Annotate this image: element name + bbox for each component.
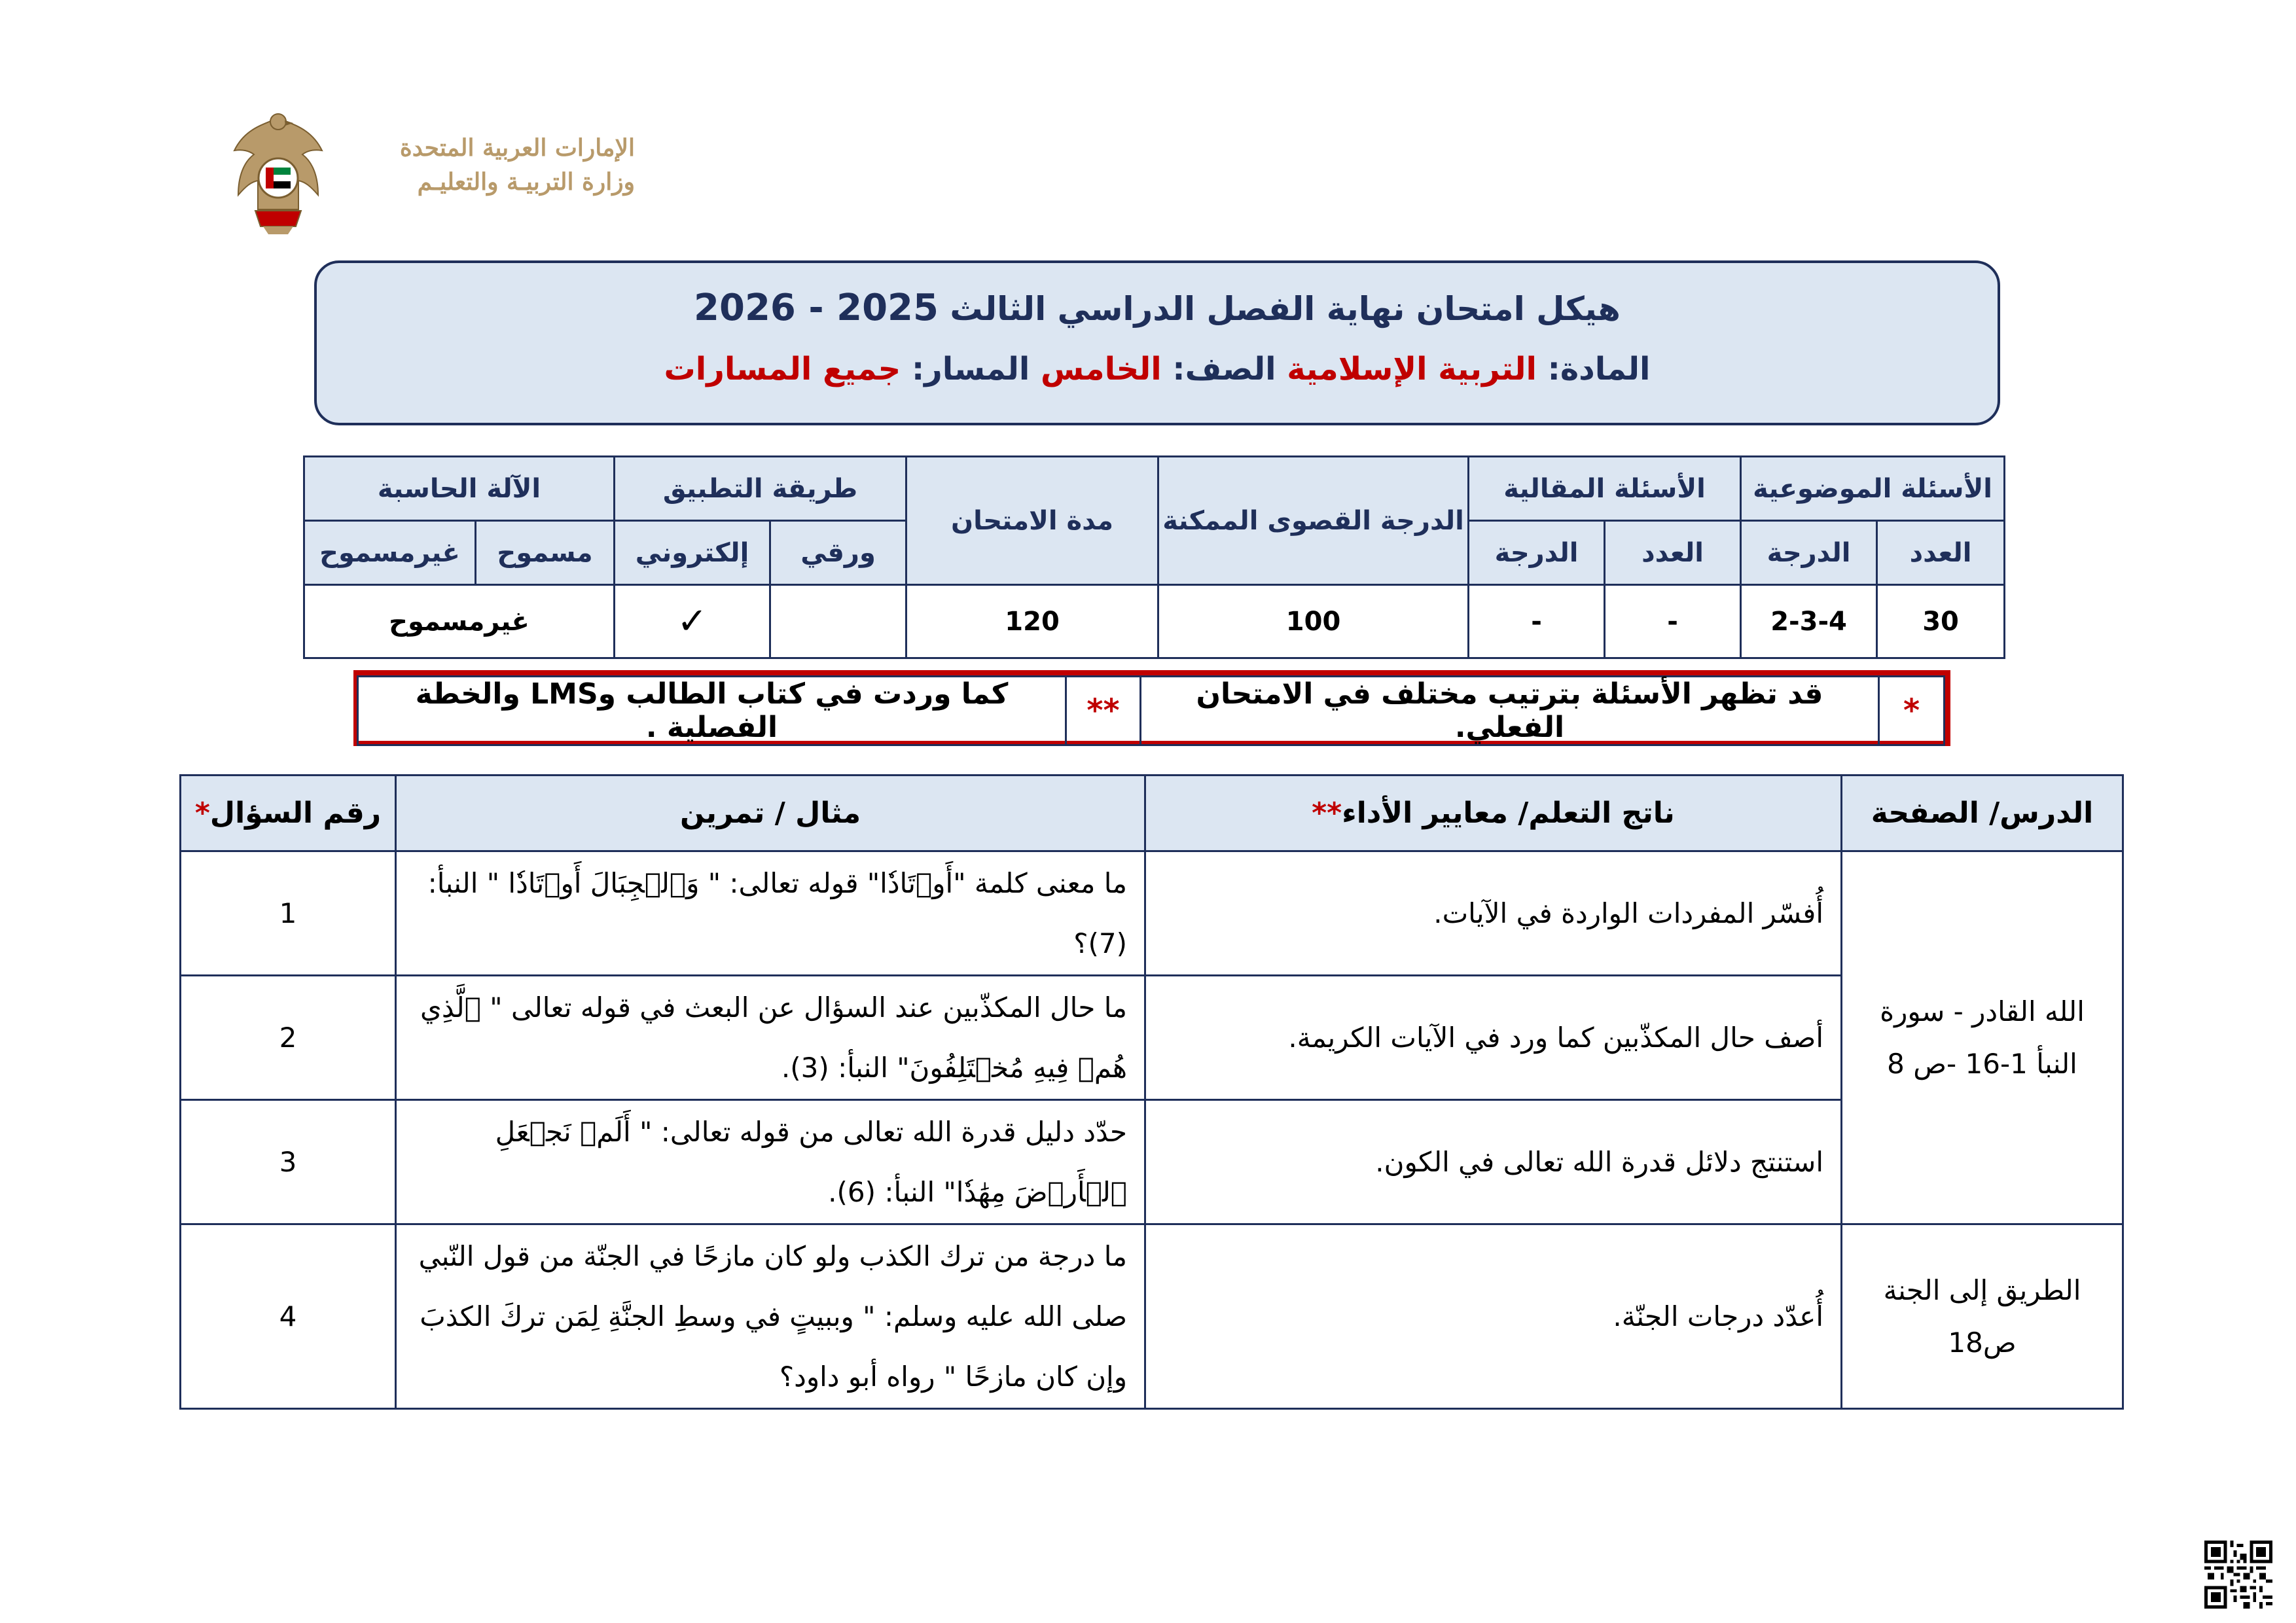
question-number-header-star: * <box>194 796 210 830</box>
essay-count-value: - <box>1605 585 1741 658</box>
uae-emblem-icon <box>229 105 327 236</box>
example-cell: ما حال المكذّبين عند السؤال عن البعث في قوله تعالى " ٱلَّذِي هُمۡ فِيهِ مُخۡتَلِفُونَ" النبأ: (3). <box>396 976 1145 1100</box>
example-cell: حدّد دليل قدرة الله تعالى من قوله تعالى: " أَلَمۡ نَجۡعَلِ ٱلۡأَرۡضَ مِهَٰدٗا" النبأ: (6). <box>396 1100 1145 1224</box>
grade-label: الصف: <box>1172 351 1276 387</box>
paper-value <box>770 585 906 658</box>
electronic-checkmark-icon: ✓ <box>615 585 770 658</box>
notes-bar <box>353 670 1950 746</box>
method-header: طريقة التطبيق <box>615 457 906 521</box>
calculator-not-allowed-header: غيرمسموح <box>304 521 476 585</box>
calculator-value: غيرمسموح <box>304 585 615 658</box>
outcome-cell: استنتج دلائل قدرة الله تعالى في الكون. <box>1145 1100 1842 1224</box>
duration-header: مدة الامتحان <box>906 457 1158 585</box>
question-number-cell: 4 <box>181 1224 396 1409</box>
objective-score-value: 2-3-4 <box>1741 585 1877 658</box>
track-label: المسار: <box>911 351 1030 387</box>
lesson-cell <box>1842 1224 2123 1409</box>
country-name: الإمارات العربية المتحدة <box>399 134 635 162</box>
grade-value: الخامس <box>1041 351 1162 387</box>
note-star-1: * <box>1879 677 1945 745</box>
note-order: قد تظهر الأسئلة بترتيب مختلف في الامتحان الفعلي. <box>1141 677 1879 745</box>
essay-count-header: العدد <box>1605 521 1741 585</box>
note-source: كما وردت في كتاب الطالب وLMS والخطة الفصلية . <box>358 677 1066 745</box>
objective-count-header: العدد <box>1877 521 2005 585</box>
ministry-title: وزارة التربيـة والتعليـم <box>417 168 635 196</box>
qr-code-icon <box>2204 1541 2272 1609</box>
track-value: جميع المسارات <box>664 351 901 387</box>
calculator-allowed-header: مسموح <box>476 521 615 585</box>
exam-structure-table <box>179 774 2124 1410</box>
table-row <box>181 976 2123 1100</box>
calculator-header: الآلة الحاسبة <box>304 457 615 521</box>
lesson-header <box>1842 776 2123 851</box>
paper-header: ورقي <box>770 521 906 585</box>
objective-score-header: الدرجة <box>1741 521 1877 585</box>
table-row <box>181 1100 2123 1224</box>
lesson-cell: الله القادر - سورة النبأ 1-16 -ص 8 <box>1842 851 2123 1224</box>
exam-summary-table <box>303 455 2005 659</box>
title-box <box>314 260 2000 425</box>
outcome-cell: أُعدّد درجات الجنّة. <box>1145 1224 1842 1409</box>
table-row <box>181 1224 2123 1409</box>
question-number-cell: 1 <box>181 851 396 976</box>
outcome-header <box>1145 776 1842 851</box>
objective-questions-header: الأسئلة الموضوعية <box>1741 457 2005 521</box>
max-score-header: الدرجة القصوى الممكنة <box>1158 457 1469 585</box>
example-cell: ما درجة من ترك الكذب ولو كان مازحًا في الجنّة من قول النّبي صلى الله عليه وسلم: " وببيتٍ في وسطِ الجنَّةِ لِمَن تركَ الكذبَ وإن كان مازحًا " رواه أبو داود؟ <box>396 1224 1145 1409</box>
subject-label: المادة: <box>1547 351 1651 387</box>
example-header <box>396 776 1145 851</box>
lesson-header-text: الدرس/ الصفحة <box>1871 796 2094 830</box>
electronic-header: إلكتروني <box>615 521 770 585</box>
question-number-header <box>181 776 396 851</box>
title-prefix: هيكل امتحان نهاية الفصل الدراسي الثالث <box>950 290 1621 328</box>
note-star-2: ** <box>1066 677 1141 745</box>
lesson-title: الطريق إلى الجنة <box>1883 1274 2081 1306</box>
subject-line <box>317 351 1998 387</box>
ministry-name <box>347 131 635 199</box>
example-cell: ما معنى كلمة "أَوۡتَادٗا" قوله تعالى: " وَٱلۡجِبَالَ أَوۡتَادٗا " النبأ: (7)؟ <box>396 851 1145 976</box>
essay-questions-header: الأسئلة المقالية <box>1469 457 1741 521</box>
duration-value: 120 <box>906 585 1158 658</box>
table-row <box>181 851 2123 976</box>
outcome-cell: أُفسّر المفردات الواردة في الآيات. <box>1145 851 1842 976</box>
outcome-cell: أصف حال المكذّبين كما ورد في الآيات الكريمة. <box>1145 976 1842 1100</box>
page-title <box>317 287 1998 329</box>
question-number-header-text: رقم السؤال <box>209 796 382 830</box>
lesson-page: ص18 <box>1948 1326 2017 1359</box>
subject-value: التربية الإسلامية <box>1287 351 1537 387</box>
outcome-header-text: ناتج التعلم/ معايير الأداء <box>1342 796 1675 830</box>
outcome-header-star: ** <box>1312 796 1342 830</box>
example-header-text: مثال / تمرين <box>679 796 861 830</box>
letterhead <box>229 105 648 242</box>
max-score-value: 100 <box>1158 585 1469 658</box>
objective-count-value: 30 <box>1877 585 2005 658</box>
question-number-cell: 2 <box>181 976 396 1100</box>
question-number-cell: 3 <box>181 1100 396 1224</box>
essay-score-header: الدرجة <box>1469 521 1605 585</box>
essay-score-value: - <box>1469 585 1605 658</box>
academic-years: 2025 - 2026 <box>694 287 939 329</box>
